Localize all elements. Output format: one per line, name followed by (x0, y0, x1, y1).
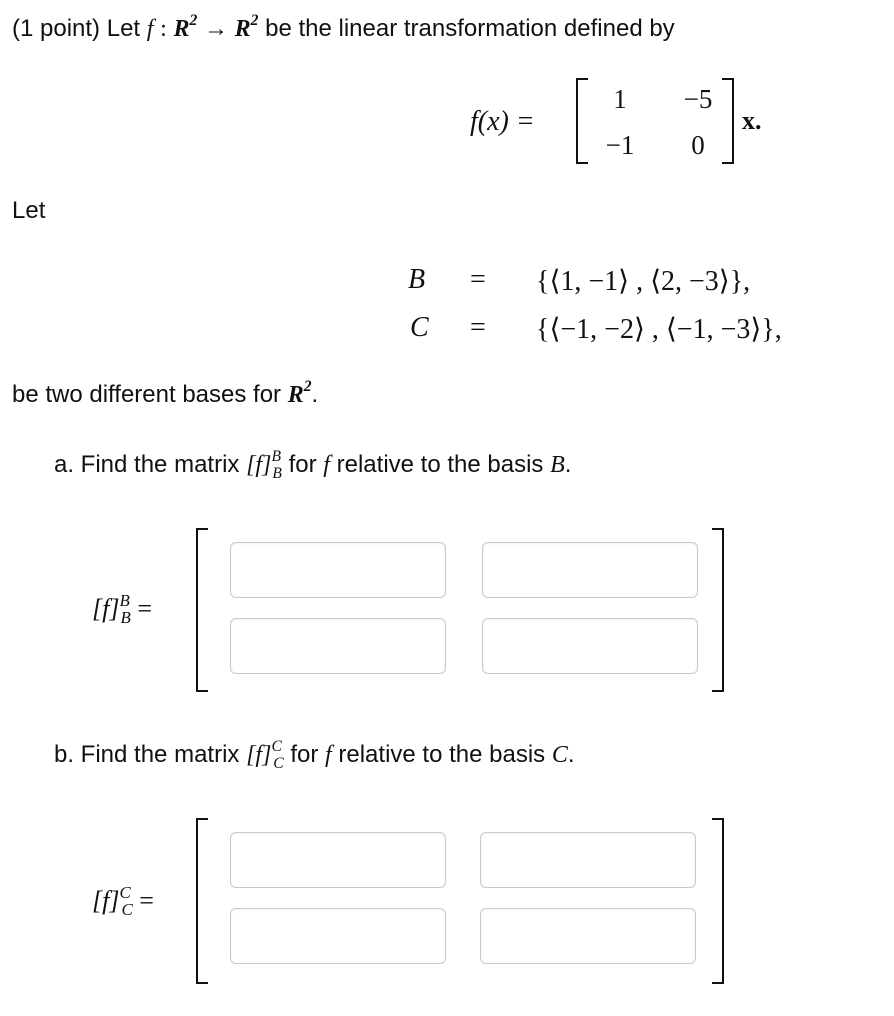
bases-sentence: be two different bases for $R^2$. (12, 378, 319, 408)
domain-space: $R^2$ (173, 12, 198, 42)
part-b-matrix-notation: $[f]^C_C$ (246, 738, 284, 772)
answer-a-r2c1-input[interactable] (230, 618, 446, 674)
basis-c-value: {⟨−1, −2⟩ , ⟨−1, −3⟩}, (536, 314, 782, 345)
basis-c-symbol: C (410, 312, 429, 343)
let-label: Let (12, 197, 46, 224)
answer-b-r1c1-input[interactable] (230, 832, 446, 888)
fx-label: f(x) = (470, 106, 535, 137)
f-symbol: f (146, 16, 154, 42)
part-a-basis: B (550, 452, 565, 478)
part-a-matrix-notation: $[f]^B_B$ (246, 448, 282, 482)
answer-a-r1c1-input[interactable] (230, 542, 446, 598)
part-a-label: $[f]^B_B$ = (92, 590, 153, 628)
bases-space: $R^2$ (287, 378, 312, 408)
basis-b-value: {⟨1, −1⟩ , ⟨2, −3⟩}, (536, 266, 751, 297)
basis-b-symbol: B (408, 264, 426, 295)
answer-a-right-bracket (712, 528, 724, 692)
vector-x: x. (742, 106, 762, 135)
basis-b-equals: = (470, 264, 486, 295)
matrix-cell: 1 (613, 84, 627, 114)
basis-c-equals: = (470, 312, 486, 343)
arrow: → (203, 16, 228, 42)
answer-a-left-bracket (196, 528, 208, 692)
matrix-left-bracket (576, 78, 588, 164)
part-b-question: b. Find the matrix $[f]^C_C$ for f relative to the basis C. (54, 738, 575, 772)
answer-b-left-bracket (196, 818, 208, 984)
matrix-cell: −1 (605, 130, 635, 160)
part-a-question: a. Find the matrix $[f]^B_B$ for f relative to the basis B. (54, 448, 572, 482)
answer-b-r2c2-input[interactable] (480, 908, 696, 964)
answer-a-r2c2-input[interactable] (482, 618, 698, 674)
answer-b-r2c1-input[interactable] (230, 908, 446, 964)
answer-b-right-bracket (712, 818, 724, 984)
part-b-label: $[f]^C_C$ = (92, 882, 154, 920)
map-colon: : (160, 16, 167, 42)
answer-b-r1c2-input[interactable] (480, 832, 696, 888)
matrix-right-bracket (722, 78, 734, 164)
matrix-cell: −5 (683, 84, 713, 114)
codomain-space: $R^2$ (234, 12, 259, 42)
matrix-cell: 0 (691, 130, 705, 160)
answer-a-r1c2-input[interactable] (482, 542, 698, 598)
problem-statement (12, 14, 675, 44)
intro-rest: be the linear transformation defined by (265, 15, 675, 42)
part-b-basis: C (551, 742, 568, 768)
intro-let: Let (106, 15, 141, 42)
points-label: (1 point) (12, 15, 101, 42)
